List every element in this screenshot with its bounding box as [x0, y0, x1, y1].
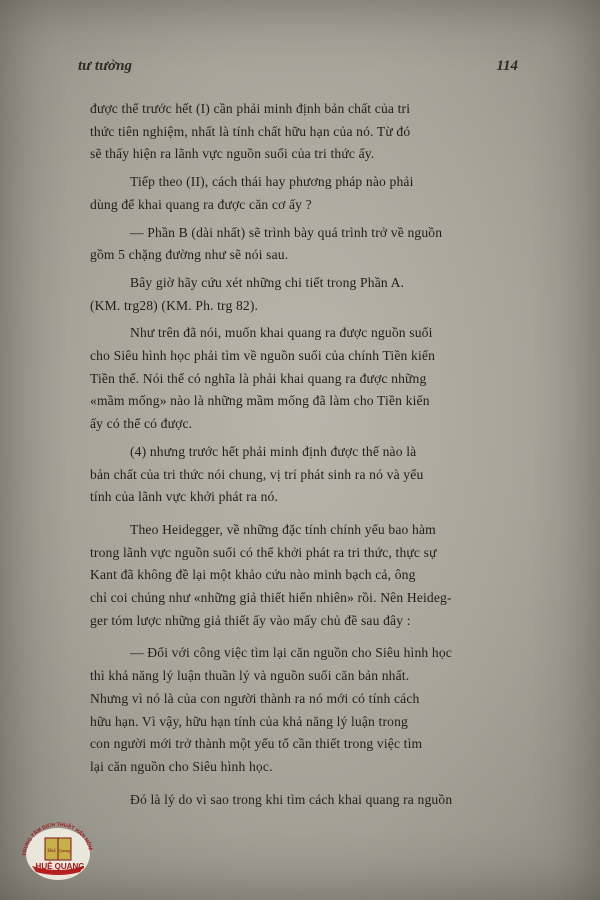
paragraph: [90, 222, 514, 267]
text-line: Nhưng vì nó là của con người thành ra nó mới có tính cách: [90, 690, 420, 706]
logo-name: HUỆ QUANG: [35, 862, 85, 871]
text-line: thì khả năng lý luận thuần lý và nguồn suối căn bản nhất.: [90, 668, 410, 684]
paragraph: [90, 272, 514, 317]
text-line: — Đối với công việc tìm lại căn nguồn cho Siêu hình học: [130, 645, 452, 661]
paragraph: [90, 322, 514, 436]
text-line: được thể trước hết (I) cần phải minh định bản chất của tri: [90, 101, 411, 116]
hue-quang-logo: [18, 814, 98, 884]
text-line: (KM. trg28) (KM. Ph. trg 82).: [90, 297, 259, 313]
text-line: — Phần B (dài nhất) sẽ trình bày quá trình trở về nguồn: [130, 224, 443, 240]
paragraph: [90, 441, 514, 509]
text-line: Bây giờ hãy cứu xét những chi tiết trong Phần A.: [130, 274, 405, 290]
logo-book-left: Huệ: [47, 849, 56, 854]
running-head: tư tưởng: [78, 58, 132, 74]
text-line: tính của lãnh vực khởi phát ra nó.: [90, 489, 279, 505]
text-line: cho Siêu hình học phải tìm về nguồn suối của chính Tiền kiến: [90, 348, 436, 364]
paragraph: [90, 642, 514, 778]
text-line: «mầm mống» nào là những mầm mống đã làm cho Tiền kiến: [90, 393, 430, 409]
text-line: lại căn nguồn cho Siêu hình học.: [90, 758, 273, 774]
text-line: con người mới trở thành một yếu tố cần thiết trong việc tìm: [90, 736, 423, 752]
text-line: sẽ thấy hiện ra lãnh vực nguồn suối của tri thức ấy.: [90, 146, 375, 162]
page-number: 114: [496, 58, 518, 74]
page-header: [78, 58, 518, 82]
text-line: thức tiên nghiệm, nhất là tính chất hữu hạn của nó. Từ đó: [90, 123, 411, 139]
text-line: ấy có thể có được.: [90, 416, 193, 432]
text-line: dùng để khai quang ra được căn cơ ấy ?: [90, 196, 312, 212]
text-line: Tiếp theo (II), cách thái hay phương pháp nào phải: [130, 174, 414, 190]
paragraph: [90, 519, 514, 633]
text-line: trong lãnh vực nguồn suối có thể khởi phát ra tri thức, thực sự: [90, 544, 437, 560]
text-line: chỉ coi chúng như «những giả thiết hiển nhiên» rồi. Nên Heideg-: [90, 590, 452, 606]
logo-arc-text: TRUNG TÂM DỊCH THUẬT HÁN NÔM: [22, 821, 93, 857]
text-line: (4) nhưng trước hết phải minh định được thế nào là: [130, 443, 417, 459]
text-line: Kant đã không đề lại một khảo cứu nào minh bạch cả, ông: [90, 567, 416, 583]
paragraph: [90, 171, 514, 216]
paragraph: [90, 98, 514, 166]
text-line: ger tóm lược những giả thiết ấy vào mấy chủ đề sau đây :: [90, 612, 411, 628]
body-text: [90, 98, 514, 816]
text-line: Đó là lý do vì sao trong khi tìm cách khai quang ra nguồn: [130, 791, 453, 807]
text-line: Như trên đã nói, muốn khai quang ra được nguồn suối: [130, 325, 433, 341]
text-line: gồm 5 chặng đường như sẽ nói sau.: [90, 247, 289, 263]
paragraph: [90, 789, 514, 812]
text-line: hữu hạn. Vì vậy, hữu hạn tính của khả năng lý luận trong: [90, 713, 408, 729]
text-line: bản chất của tri thức nói chung, vị trí phát sinh ra nó và yếu: [90, 466, 424, 482]
text-line: Theo Heidegger, về những đặc tính chính yếu bao hàm: [130, 521, 436, 537]
text-line: Tiền thể. Nói thế có nghĩa là phải khai quang ra được những: [90, 370, 427, 386]
logo-book-right: Quang: [58, 848, 71, 853]
